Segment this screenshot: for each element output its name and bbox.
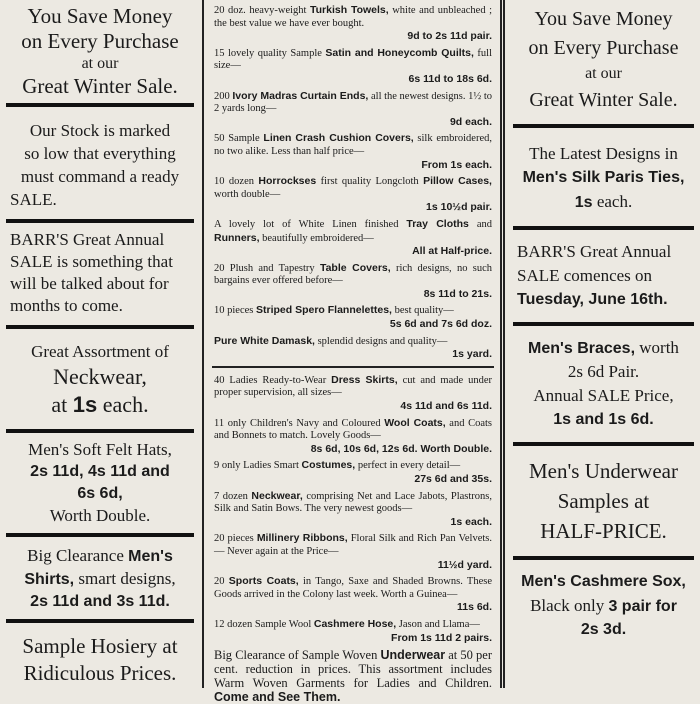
ad-our-stock: Our Stock is marked so low that everything must command a ready SALE. [10, 121, 180, 209]
left-column [0, 0, 200, 688]
ad-sample-hosiery: Sample Hosiery at Ridiculous Prices. [22, 634, 178, 685]
ad-mens-underwear: Men's Underwear Samples at HALF-PRICE. [529, 459, 678, 543]
list-item: 9 only Ladies Smart Costumes, perfect in every detail— 27s 6d and 35s. [214, 459, 492, 485]
column-divider [500, 0, 502, 688]
list-item: 7 dozen Neckwear, comprising Net and Lace Jabots, Plastrons, Silk and Satin Bows. The very newest goods— 1s each. [214, 489, 492, 528]
list-item: 40 Ladies Ready-to-Wear Dress Skirts, cut and made under proper supervision, all sizes— 4s 11d and 6s 11d. [214, 373, 492, 413]
list-item: 20 Plush and Tapestry Table Covers, rich designs, no such bargains ever offered before— 8s 11d to 21s. [214, 261, 492, 300]
ad-felt-hats: Men's Soft Felt Hats, 2s 11d, 4s 11d and 6s 6d, Worth Double. [28, 440, 172, 525]
right-column [507, 0, 700, 688]
list-item: 20 pieces Millinery Ribbons, Floral Silk and Rich Pan Velvets.— Never again at the Price— 11½d yard. [214, 532, 492, 571]
ad-mens-shirts: Big Clearance Men's Shirts, smart designs, 2s 11d and 3s 11d. [24, 546, 176, 610]
list-item: 20 Sports Coats, in Tango, Saxe and Shaded Browns. These Goods arrived in the Colony last week. Worth a Guinea— 11s 6d. [214, 575, 492, 614]
list-item: 15 lovely quality Sample Satin and Honeycomb Quilts, full size— 6s 11d to 18s 6d. [214, 46, 492, 85]
ad-cashmere-sox: Men's Cashmere Sox, Black only 3 pair for 2s 3d. [521, 573, 686, 638]
list-item: 200 Ivory Madras Curtain Ends, all the newest designs. 1½ to 2 yards long— 9d each. [214, 89, 493, 128]
list-item: 50 Sample Linen Crash Cushion Covers, silk embroidered, no two alike. Less than half price— From 1s each. [214, 132, 492, 171]
ad-mens-braces: Men's Braces, worth 2s 6d Pair. Annual SALE Price, 1s and 1s 6d. [528, 338, 679, 428]
list-item: 20 doz. heavy-weight Turkish Towels, white and unbleached ; the best value we have ever bought. 9d to 2s 11d pair. [214, 4, 493, 43]
ad-you-save-money: You Save Money on Every Purchase at our Great Winter Sale. [528, 8, 679, 111]
section-divider [212, 366, 494, 368]
list-item: 10 dozen Horrockses first quality Longcloth Pillow Cases, worth double— 1s 10½d pair. [214, 175, 492, 214]
column-divider [503, 0, 505, 688]
ad-silk-ties: The Latest Designs in Men's Silk Paris Ties, 1s each. [522, 144, 685, 211]
list-item: 10 pieces Striped Spero Flannelettes, best quality— 5s 6d and 7s 6d doz. [214, 304, 492, 331]
underwear-clearance-notice: Big Clearance of Sample Woven Underwear at 50 per cent. reduction in prices. This assortment includes Warm Woven Garments for Ladies and Children. Come and See Them. [214, 648, 492, 704]
list-item: 11 only Children's Navy and Coloured Wool Coats, and Coats and Bonnets to match. Lovely Goods— 8s 6d, 10s 6d, 12s 6d. Worth Double. [214, 416, 492, 455]
middle-column [208, 0, 498, 704]
list-item: A lovely lot of White Linen finished Tray Cloths and Runners, beautifully embroidered— All at Half-price. [214, 217, 492, 258]
list-item: 12 dozen Sample Wool Cashmere Hose, Jason and Llama— From 1s 11d 2 pairs. [214, 617, 492, 644]
ad-you-save-money: You Save Money on Every Purchase at our Great Winter Sale. [21, 4, 179, 98]
ad-neckwear: Great Assortment of Neckwear, at 1s each. [31, 342, 169, 417]
list-item: Pure White Damask, splendid designs and quality— 1s yard. [214, 334, 492, 361]
ad-barrs-annual-sale: BARR'S Great Annual SALE is something that will be talked about for months to come. [10, 230, 173, 315]
column-divider [202, 0, 204, 688]
ad-barrs-sale-commences: BARR'S Great Annual SALE comences on Tuesday, June 16th. [517, 242, 672, 308]
